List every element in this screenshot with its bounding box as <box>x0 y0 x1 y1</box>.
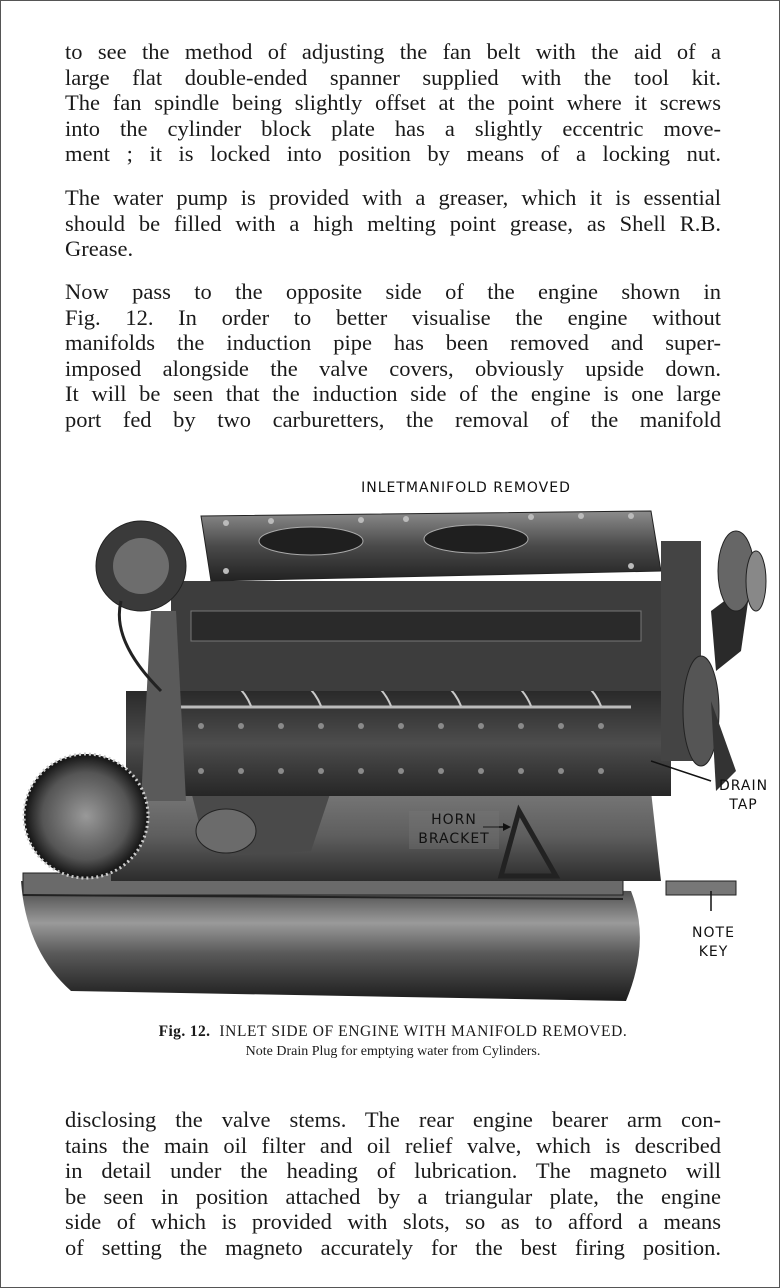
caption-title: INLET SIDE OF ENGINE WITH MANIFOLD REMOVED. <box>219 1023 628 1040</box>
label-line: BRACKET <box>418 831 490 847</box>
text-line: ment ; it is locked into position by means of a locking nut. <box>65 141 721 167</box>
label-line: KEY <box>698 944 729 960</box>
text-line: Now pass to the opposite side of the engine shown in <box>65 279 721 304</box>
engine-figure <box>11 471 776 1031</box>
paragraph-fan-belt <box>65 39 721 167</box>
text-line: The fan spindle being slightly offset at the point where it screws <box>65 90 721 116</box>
label-line: NOTE <box>692 925 735 941</box>
label-line: TAP <box>729 797 758 813</box>
label-horn-bracket <box>409 811 499 849</box>
label-line: DRAIN <box>718 778 769 794</box>
figure-caption <box>65 1023 721 1060</box>
text-line: should be filled with a high melting point grease, as Shell R.B. <box>65 210 721 236</box>
text-line: port fed by two carburetters, the removal of the manifold <box>65 406 721 432</box>
paragraph-water-pump <box>65 185 721 262</box>
text-line: disclosing the valve stems. The rear engine bearer arm con- <box>65 1107 721 1132</box>
text-line: to see the method of adjusting the fan belt with the aid of a <box>65 39 721 64</box>
text-line: into the cylinder block plate has a slightly eccentric move- <box>65 115 721 141</box>
engine-photo-illustration <box>11 471 776 1031</box>
text-line: of setting the magneto accurately for the best firing position. <box>65 1234 721 1260</box>
text-line: Grease. <box>65 236 134 262</box>
label-inlet-manifold-removed: INLETMANIFOLD REMOVED <box>361 480 571 496</box>
caption-note: Note Drain Plug for emptying water from Cylinders. <box>245 1044 541 1059</box>
label-drain-tap <box>711 777 776 815</box>
label-note-key <box>681 924 746 962</box>
paragraph-opposite-side <box>65 279 721 433</box>
text-line: It will be seen that the induction side of the engine is one large <box>65 381 721 407</box>
text-line: The water pump is provided with a greaser, which it is essential <box>65 185 721 210</box>
figure-number: Fig. 12. <box>158 1023 211 1040</box>
paragraph-valve-stems <box>65 1107 721 1261</box>
text-line: Fig. 12. In order to better visualise the engine without <box>65 304 721 330</box>
label-line: HORN <box>431 812 477 828</box>
text-line: side of which is provided with slots, so as to afford a means <box>65 1209 721 1235</box>
text-line: tains the main oil filter and oil relief valve, which is described <box>65 1132 721 1158</box>
caption-title-line <box>65 1023 721 1041</box>
text-line: be seen in position attached by a triangular plate, the engine <box>65 1183 721 1209</box>
text-line: manifolds the induction pipe has been removed and super- <box>65 330 721 356</box>
text-line: imposed alongside the valve covers, obviously upside down. <box>65 355 721 381</box>
text-line: large flat double-ended spanner supplied with the tool kit. <box>65 64 721 90</box>
text-line: in detail under the heading of lubrication. The magneto will <box>65 1158 721 1184</box>
